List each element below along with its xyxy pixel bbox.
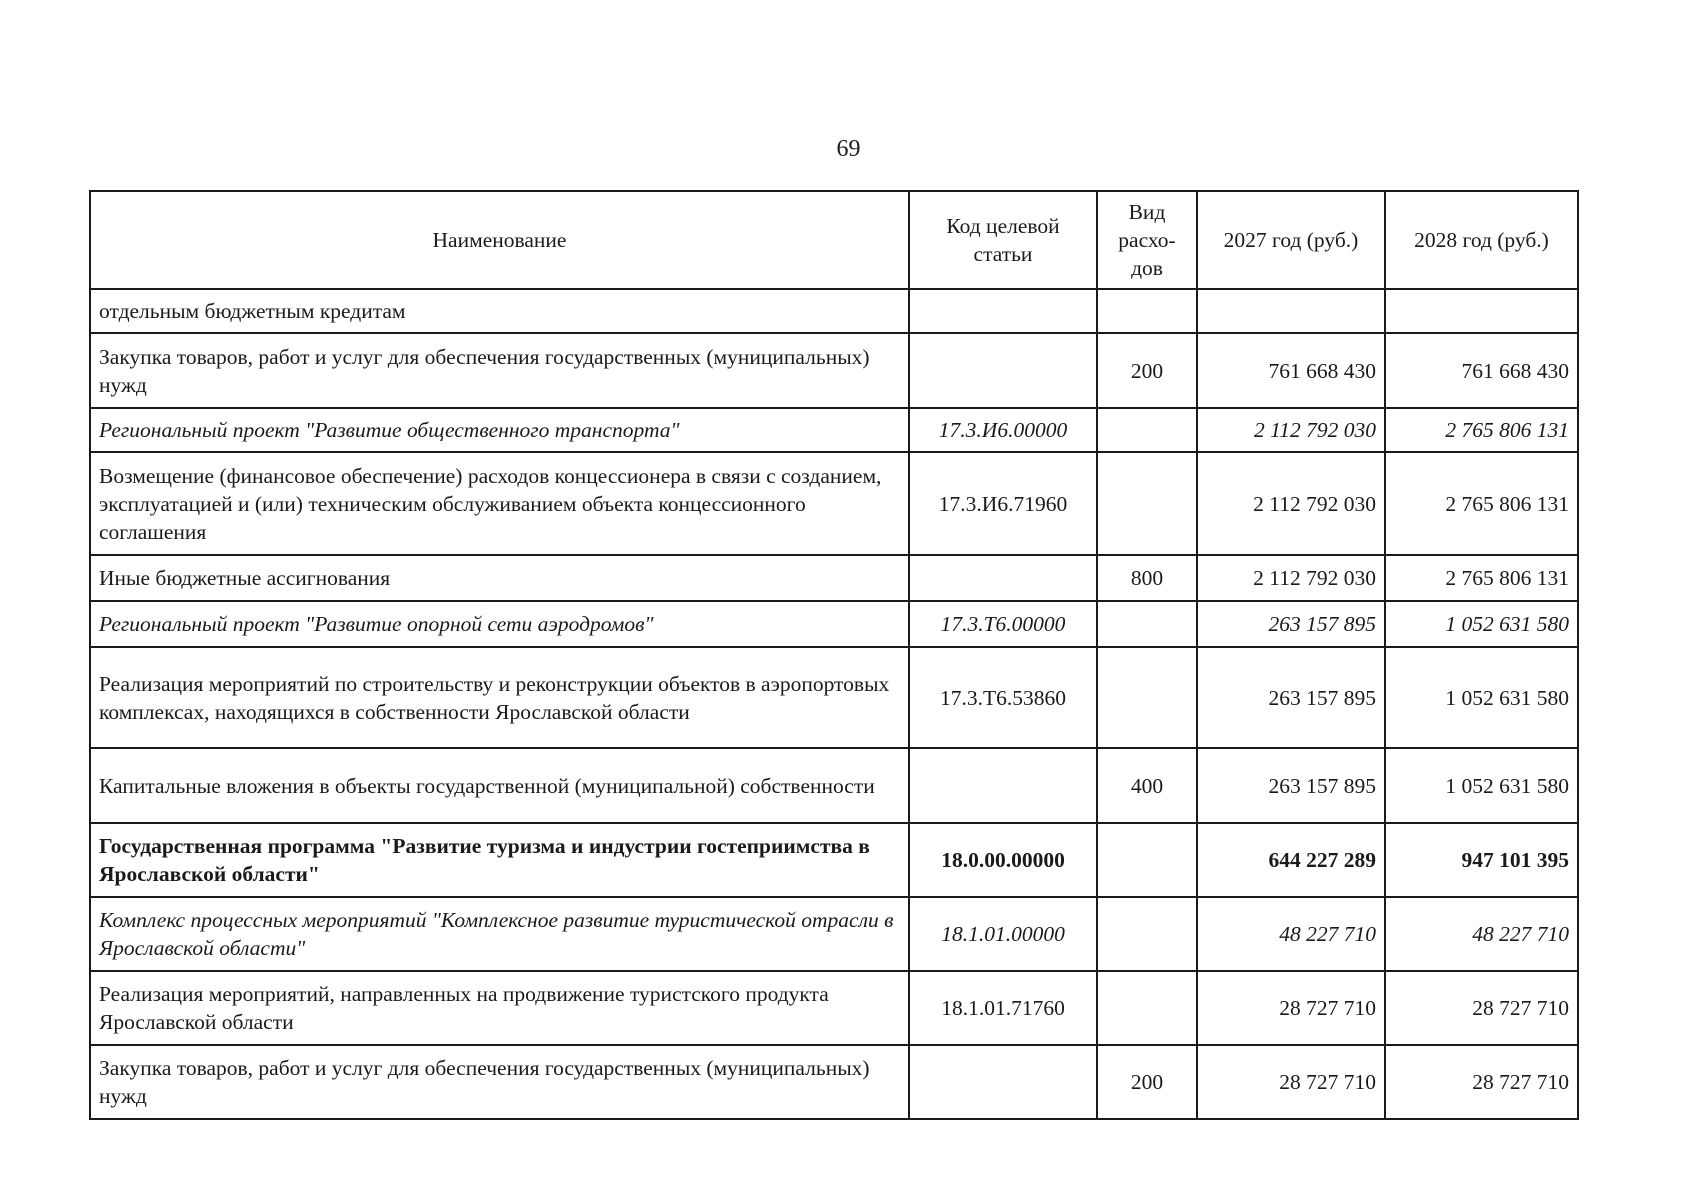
cell-code bbox=[909, 1045, 1097, 1119]
cell-type: 800 bbox=[1097, 555, 1197, 601]
table-row bbox=[90, 601, 1578, 647]
cell-code: 17.3.Т6.53860 bbox=[909, 647, 1097, 748]
cell-2027: 263 157 895 bbox=[1197, 601, 1385, 647]
header-type: Вид расхо-дов bbox=[1097, 191, 1197, 289]
cell-2028: 28 727 710 bbox=[1385, 971, 1578, 1045]
table-row bbox=[90, 333, 1578, 408]
cell-2027: 263 157 895 bbox=[1197, 647, 1385, 748]
cell-type bbox=[1097, 289, 1197, 333]
cell-2028: 761 668 430 bbox=[1385, 333, 1578, 408]
cell-name: отдельным бюджетным кредитам bbox=[90, 289, 909, 333]
cell-name: Возмещение (финансовое обеспечение) расходов концессионера в связи с созданием, эксплуатацией и (или) техническим обслуживанием объекта концессионного соглашения bbox=[90, 452, 909, 555]
cell-2028: 2 765 806 131 bbox=[1385, 555, 1578, 601]
cell-code bbox=[909, 555, 1097, 601]
cell-2027 bbox=[1197, 289, 1385, 333]
table-row bbox=[90, 647, 1578, 748]
table-row bbox=[90, 971, 1578, 1045]
cell-name: Капитальные вложения в объекты государственной (муниципальной) собственности bbox=[90, 748, 909, 823]
cell-type bbox=[1097, 601, 1197, 647]
cell-2027: 28 727 710 bbox=[1197, 1045, 1385, 1119]
cell-2028: 2 765 806 131 bbox=[1385, 452, 1578, 555]
cell-2028: 1 052 631 580 bbox=[1385, 748, 1578, 823]
cell-2027: 644 227 289 bbox=[1197, 823, 1385, 897]
cell-2027: 761 668 430 bbox=[1197, 333, 1385, 408]
cell-2028: 1 052 631 580 bbox=[1385, 601, 1578, 647]
cell-name: Комплекс процессных мероприятий "Комплексное развитие туристической отрасли в Ярославской области" bbox=[90, 897, 909, 971]
table-row bbox=[90, 823, 1578, 897]
table-row bbox=[90, 408, 1578, 452]
cell-type: 400 bbox=[1097, 748, 1197, 823]
cell-code: 18.0.00.00000 bbox=[909, 823, 1097, 897]
cell-code bbox=[909, 748, 1097, 823]
cell-code: 18.1.01.00000 bbox=[909, 897, 1097, 971]
budget-table bbox=[89, 190, 1579, 1120]
cell-name: Реализация мероприятий, направленных на продвижение туристского продукта Ярославской области bbox=[90, 971, 909, 1045]
cell-type bbox=[1097, 408, 1197, 452]
cell-2027: 2 112 792 030 bbox=[1197, 452, 1385, 555]
cell-code: 17.3.Т6.00000 bbox=[909, 601, 1097, 647]
cell-code bbox=[909, 333, 1097, 408]
cell-name: Государственная программа "Развитие туризма и индустрии гостеприимства в Ярославской области" bbox=[90, 823, 909, 897]
cell-2028: 28 727 710 bbox=[1385, 1045, 1578, 1119]
cell-type bbox=[1097, 971, 1197, 1045]
cell-2027: 263 157 895 bbox=[1197, 748, 1385, 823]
cell-2028: 947 101 395 bbox=[1385, 823, 1578, 897]
cell-2027: 2 112 792 030 bbox=[1197, 408, 1385, 452]
cell-name: Закупка товаров, работ и услуг для обеспечения государственных (муниципальных) нужд bbox=[90, 1045, 909, 1119]
table-header-row bbox=[90, 191, 1578, 289]
cell-2028: 1 052 631 580 bbox=[1385, 647, 1578, 748]
page-number: 69 bbox=[836, 136, 861, 162]
table-row bbox=[90, 555, 1578, 601]
table-row bbox=[90, 1045, 1578, 1119]
cell-2028: 48 227 710 bbox=[1385, 897, 1578, 971]
cell-2028: 2 765 806 131 bbox=[1385, 408, 1578, 452]
header-2028: 2028 год (руб.) bbox=[1385, 191, 1578, 289]
cell-type bbox=[1097, 647, 1197, 748]
cell-name: Закупка товаров, работ и услуг для обеспечения государственных (муниципальных) нужд bbox=[90, 333, 909, 408]
header-code: Код целевой статьи bbox=[909, 191, 1097, 289]
cell-2027: 48 227 710 bbox=[1197, 897, 1385, 971]
cell-name: Региональный проект "Развитие опорной сети аэродромов" bbox=[90, 601, 909, 647]
header-name: Наименование bbox=[90, 191, 909, 289]
cell-2028 bbox=[1385, 289, 1578, 333]
table-row bbox=[90, 748, 1578, 823]
cell-type bbox=[1097, 452, 1197, 555]
table-row bbox=[90, 452, 1578, 555]
cell-type bbox=[1097, 823, 1197, 897]
table-row bbox=[90, 289, 1578, 333]
cell-2027: 28 727 710 bbox=[1197, 971, 1385, 1045]
cell-type bbox=[1097, 897, 1197, 971]
cell-name: Реализация мероприятий по строительству и реконструкции объектов в аэропортовых комплексах, находящихся в собственности Ярославской области bbox=[90, 647, 909, 748]
cell-code: 17.3.И6.71960 bbox=[909, 452, 1097, 555]
header-2027: 2027 год (руб.) bbox=[1197, 191, 1385, 289]
cell-name: Иные бюджетные ассигнования bbox=[90, 555, 909, 601]
cell-code bbox=[909, 289, 1097, 333]
cell-2027: 2 112 792 030 bbox=[1197, 555, 1385, 601]
cell-type: 200 bbox=[1097, 1045, 1197, 1119]
table-row bbox=[90, 897, 1578, 971]
cell-code: 17.3.И6.00000 bbox=[909, 408, 1097, 452]
cell-type: 200 bbox=[1097, 333, 1197, 408]
cell-name: Региональный проект "Развитие общественного транспорта" bbox=[90, 408, 909, 452]
cell-code: 18.1.01.71760 bbox=[909, 971, 1097, 1045]
